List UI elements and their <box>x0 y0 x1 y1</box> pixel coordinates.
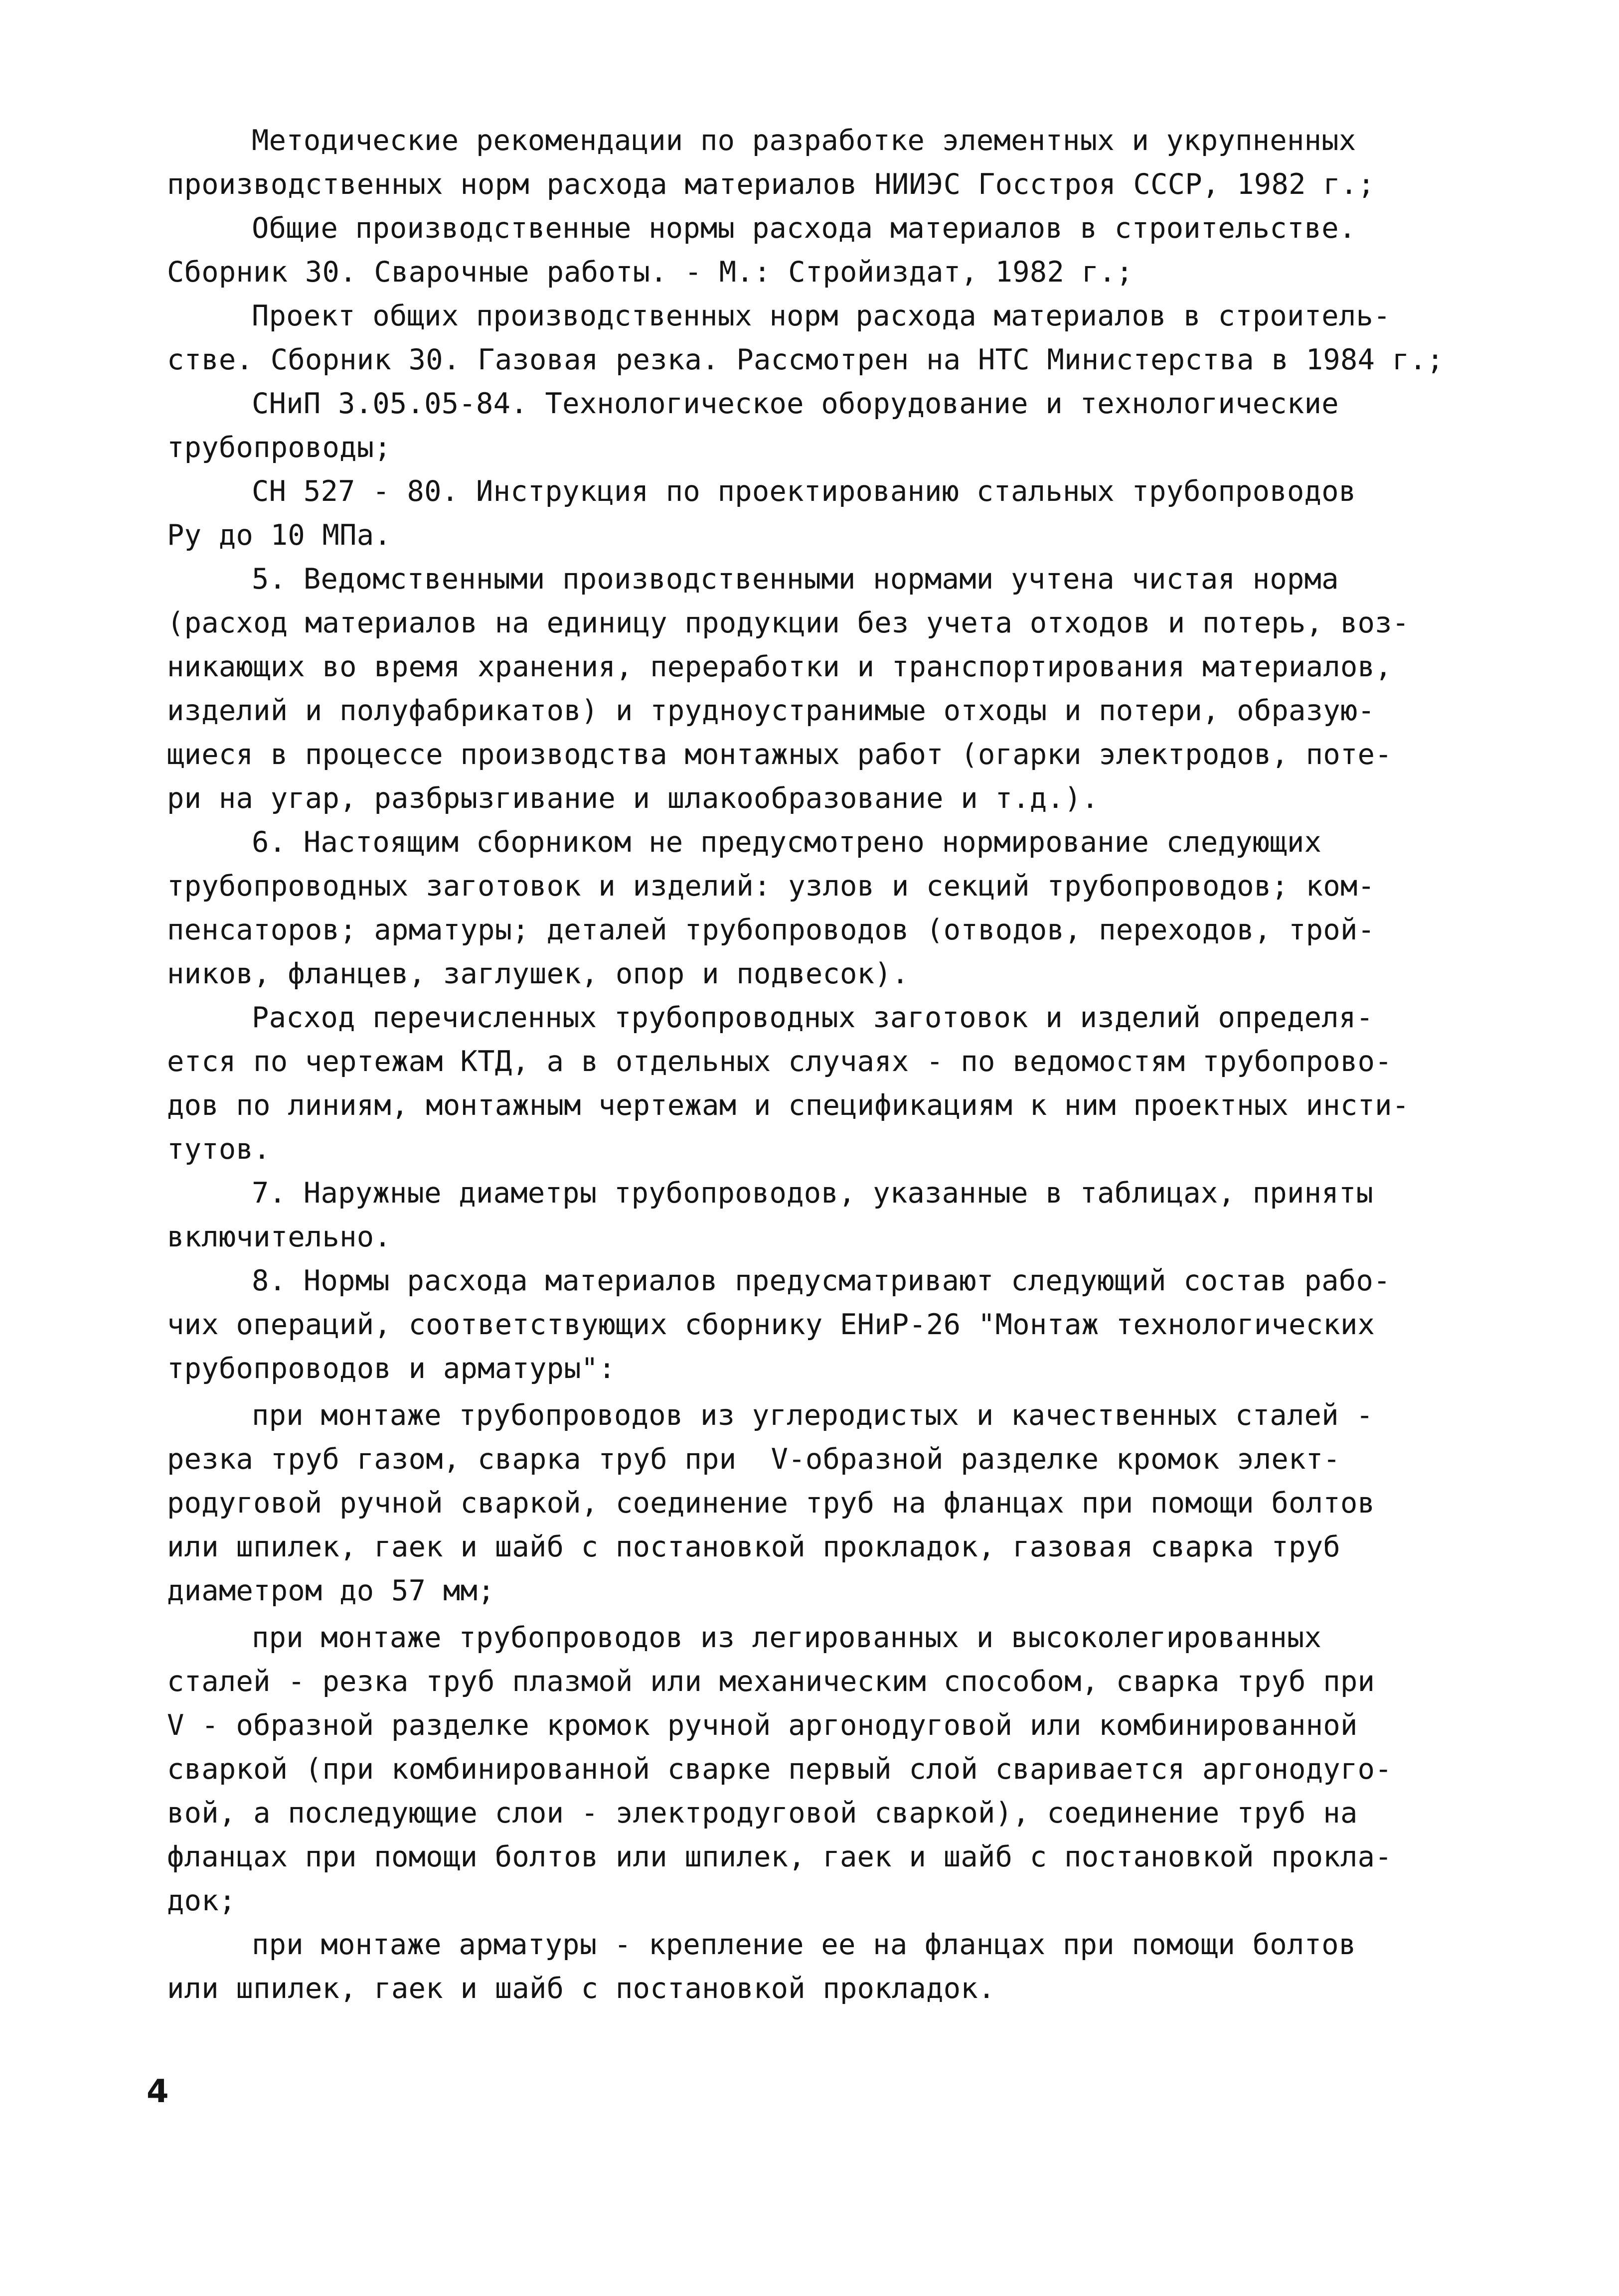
text-line: Расход перечисленных трубопроводных заготовок и изделий определя- <box>252 1001 1374 1034</box>
text-line: Pу до 10 МПа. <box>167 519 392 552</box>
body-text <box>167 119 1518 2010</box>
text-line: 7. Наружные диаметры трубопроводов, указанные в таблицах, приняты <box>252 1177 1374 1210</box>
text-line: или шпилек, гаек и шайб с постановкой прокладок. <box>167 1972 995 2005</box>
text-line: Сборник 30. Сварочные работы. - М.: Стройиздат, 1982 г.; <box>167 256 1133 289</box>
text-line: 5. Ведомственными производственными нормами учтена чистая норма <box>252 563 1339 596</box>
text-line: ется по чертежам КТД, а в отдельных случаях - по ведомостям трубопрово- <box>167 1045 1392 1078</box>
text-line: включительно. <box>167 1221 392 1253</box>
text-line: никающих во время хранения, переработки и транспортирования материалов, <box>167 650 1392 683</box>
text-line: при монтаже трубопроводов из углеродистых и качественных сталей - <box>252 1399 1374 1432</box>
page-number: 4 <box>147 2073 169 2110</box>
text-line: резка труб газом, сварка труб при V-образной разделке кромок элект- <box>167 1443 1340 1476</box>
text-line: сталей - резка труб плазмой или механическим способом, сварка труб при <box>167 1665 1375 1698</box>
text-line: 6. Настоящим сборником не предусмотрено нормирование следующих <box>252 826 1322 859</box>
text-line: диаметром до 57 мм; <box>167 1574 495 1607</box>
text-line: чих операций, соответствующих сборнику ЕНиР-26 "Монтаж технологических <box>167 1308 1375 1341</box>
text-line: при монтаже трубопроводов из легированных и высоколегированных <box>252 1621 1322 1654</box>
text-line: СН 527 - 80. Инструкция по проектированию стальных трубопроводов <box>252 475 1356 508</box>
text-line: ри на угар, разбрызгивание и шлакообразование и т.д.). <box>167 782 1099 815</box>
text-line: трубопроводы; <box>167 431 392 464</box>
text-line: вой, а последующие слои - электродуговой сваркой), соединение труб на <box>167 1797 1358 1830</box>
text-line: 8. Нормы расхода материалов предусматривают следующий состав рабо- <box>252 1264 1391 1297</box>
text-line: пенсаторов; арматуры; деталей трубопроводов (отводов, переходов, трой- <box>167 914 1375 946</box>
text-line: ников, фланцев, заглушек, опор и подвесок). <box>167 957 909 990</box>
text-line: или шпилек, гаек и шайб с постановкой прокладок, газовая сварка труб <box>167 1531 1340 1563</box>
text-line: производственных норм расхода материалов НИИЭС Госстроя СССР, 1982 г.; <box>167 168 1375 201</box>
text-line: (расход материалов на единицу продукции без учета отходов и потерь, воз- <box>167 607 1410 639</box>
text-line: щиеся в процессе производства монтажных работ (огарки электродов, поте- <box>167 738 1392 771</box>
text-line: сваркой (при комбинированной сварке первый слой сваривается аргонодуго- <box>167 1753 1392 1786</box>
text-line: тутов. <box>167 1133 271 1166</box>
text-line: изделий и полуфабрикатов) и трудноустранимые отходы и потери, образую- <box>167 694 1375 727</box>
text-line: при монтаже арматуры - крепление ее на фланцах при помощи болтов <box>252 1928 1356 1961</box>
text-line: Методические рекомендации по разработке элементных и укрупненных <box>252 124 1356 157</box>
text-line: трубопроводных заготовок и изделий: узлов и секций трубопроводов; ком- <box>167 870 1375 903</box>
text-line: дов по линиям, монтажным чертежам и спецификациям к ним проектных инсти- <box>167 1089 1410 1122</box>
text-line: СНиП 3.05.05-84. Технологическое оборудование и технологические <box>252 387 1339 420</box>
text-line: V - образной разделке кромок ручной аргонодуговой или комбинированной <box>167 1709 1358 1742</box>
text-line: док; <box>167 1884 236 1917</box>
text-line: Проект общих производственных норм расхода материалов в строитель- <box>252 300 1391 332</box>
text-line: фланцах при помощи болтов или шпилек, гаек и шайб с постановкой прокла- <box>167 1840 1392 1873</box>
text-line: трубопроводов и арматуры": <box>167 1352 616 1385</box>
text-line: Общие производственные нормы расхода материалов в строительстве. <box>252 212 1356 245</box>
text-line: стве. Сборник 30. Газовая резка. Рассмотрен на НТС Министерства в 1984 г.; <box>167 343 1444 376</box>
text-line: родуговой ручной сваркой, соединение труб на фланцах при помощи болтов <box>167 1487 1375 1520</box>
